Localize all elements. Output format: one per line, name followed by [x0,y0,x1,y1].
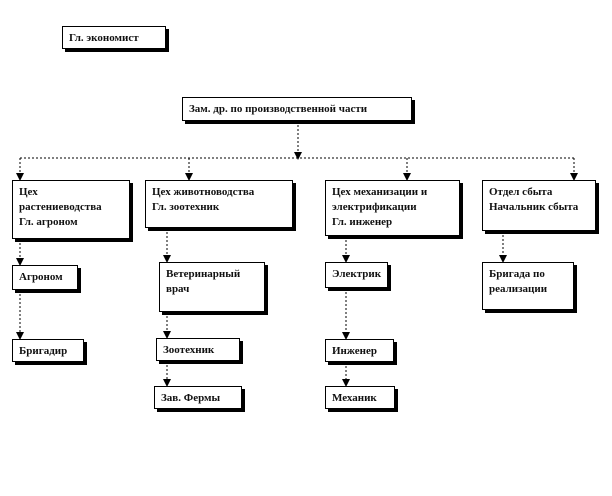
node-mechanization-workshop [325,180,460,236]
node-label-line: Гл. экономист [69,32,139,44]
node-sales-brigade [482,262,574,310]
node-label-line: врач [166,283,190,295]
node-label-line: Агроном [19,271,63,283]
node-label [489,185,589,215]
node-label [332,391,388,406]
node-label-line: Цех животноводства [152,186,255,198]
node-label-line: Механик [332,392,377,404]
node-mechanic [325,386,395,409]
node-agronomist [12,265,78,290]
node-label-line: Электрик [332,268,382,280]
node-zootechnician [156,338,240,361]
node-label-line: Гл. агроном [19,216,78,228]
node-label-line: Зоотехник [163,344,215,356]
node-label [19,344,77,359]
node-label [332,185,453,230]
node-electrician [325,262,388,288]
node-label [332,344,387,359]
node-deputy-director [182,97,412,121]
node-label-line: реализации [489,283,548,295]
node-label-line: растениеводства [19,201,102,213]
node-livestock-workshop [145,180,293,228]
node-engineer [325,339,394,362]
node-label [69,31,159,46]
node-label [166,267,258,297]
node-veterinarian [159,262,265,312]
node-label-line: Бригада по [489,268,545,280]
node-crop-workshop [12,180,130,239]
node-label-line: Гл. инженер [332,216,393,228]
node-label [152,185,286,215]
node-sales-department [482,180,596,231]
node-label [161,391,235,406]
node-label-line: Цех механизации и [332,186,428,198]
node-label-line: электрификации [332,201,417,213]
node-label-line: Зам. др. по производственной части [189,103,368,115]
node-label [489,267,567,297]
node-label-line: Бригадир [19,345,68,357]
node-label-line: Начальник сбыта [489,201,579,213]
node-label-line: Цех [19,186,38,198]
node-label [189,102,405,117]
node-label [332,267,381,282]
node-label [19,270,71,285]
node-label [163,343,233,358]
node-farm-manager [154,386,242,409]
node-label-line: Гл. зоотехник [152,201,220,213]
node-label-line: Ветеринарный [166,268,241,280]
node-label-line: Зав. Фермы [161,392,221,404]
node-label [19,185,123,230]
node-label-line: Инженер [332,345,377,357]
node-foreman [12,339,84,362]
node-chief-economist [62,26,166,49]
node-label-line: Отдел сбыта [489,186,553,198]
